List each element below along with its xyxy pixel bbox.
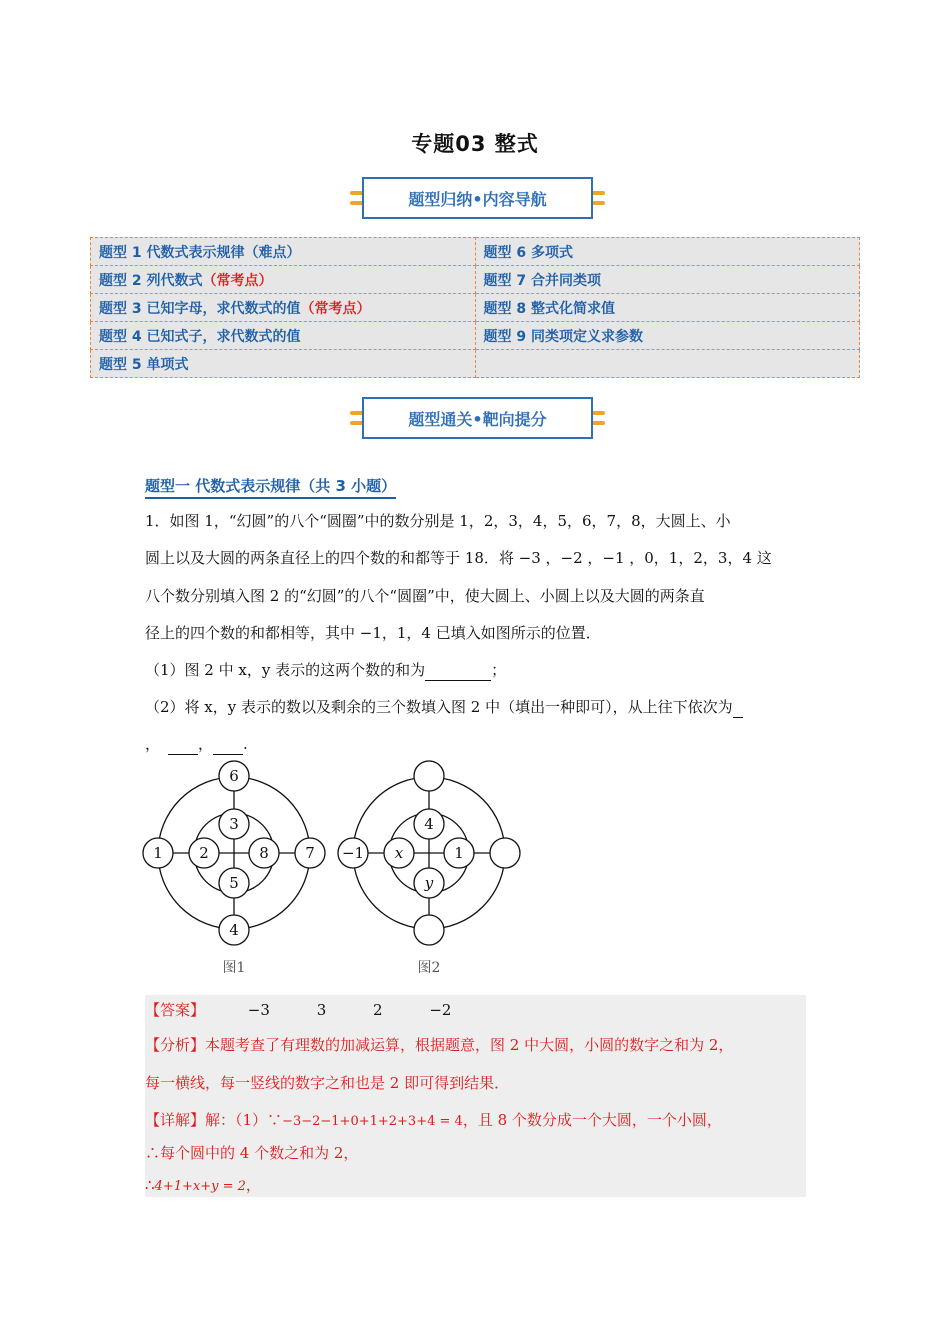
- node-label: y: [424, 874, 434, 892]
- node-label: 6: [229, 767, 239, 785]
- nav-row: [91, 294, 860, 322]
- node-label: 4: [229, 921, 239, 939]
- detail-line: ∴每个圆中的 4 个数之和为 2，: [145, 1144, 359, 1162]
- answer-blank[interactable]: [168, 734, 198, 755]
- answer-value: −2: [429, 1001, 452, 1019]
- page-title: 专题03 整式: [411, 132, 539, 156]
- answer-value: 3: [316, 1001, 327, 1019]
- nav-item[interactable]: 题型 1 代数式表示规律（难点）: [91, 238, 476, 266]
- answer-blank[interactable]: [733, 697, 743, 718]
- node-label: 1: [454, 844, 464, 862]
- figure-caption: 图2: [417, 960, 441, 976]
- nav-item[interactable]: 题型 9 同类项定义求参数: [475, 322, 860, 350]
- section-heading[interactable]: 题型一 代数式表示规律（共 3 小题）: [145, 475, 396, 499]
- nav-item[interactable]: 题型 3 已知字母，求代数式的值（常考点）: [91, 294, 476, 322]
- question-2-cont: ， ， .: [145, 735, 248, 753]
- node-label: 3: [229, 815, 239, 833]
- answer-value: −3: [247, 1001, 270, 1019]
- detail-line: 【详解】解：（1）∵−3−2−1+0+1+2+3+4 = 4，且 8 个数分成一个大圆，一个小圆，: [145, 1111, 722, 1129]
- nav-banner-label: 题型归纳•内容导航: [362, 177, 593, 219]
- problem-line: 八个数分别填入图 2 的“幻圆”的八个“圆圈”中，使大圆上、小圆上以及大圆的两条直: [145, 587, 705, 605]
- nav-item[interactable]: 题型 4 已知式子，求代数式的值: [91, 322, 476, 350]
- answer-blank[interactable]: [425, 660, 491, 681]
- solution-box: [145, 995, 806, 1197]
- practice-banner-label: 题型通关•靶向提分: [362, 397, 593, 439]
- nav-item[interactable]: 题型 5 单项式: [91, 350, 476, 378]
- answer-value: 2: [373, 1001, 383, 1019]
- node-label: 4: [424, 815, 434, 833]
- problem-line: 圆上以及大圆的两条直径上的四个数的和都等于 18．将 −3 ，−2 ，−1 ，0，1，2，3，4 这: [145, 549, 772, 567]
- node-label: 2: [199, 844, 209, 862]
- nav-row: [91, 238, 860, 266]
- nav-item[interactable]: 题型 6 多项式: [475, 238, 860, 266]
- analysis-line: 每一横线，每一竖线的数字之和也是 2 即可得到结果．: [145, 1074, 510, 1092]
- nav-row: [91, 322, 860, 350]
- problem-line: 径上的四个数的和都相等，其中 −1，1，4 已填入如图所示的位置．: [145, 624, 601, 642]
- nav-item-empty: [475, 350, 860, 378]
- question-2: （2）将 x，y 表示的数以及剩余的三个数填入图 2 中（填出一种即可），从上往下依次为: [145, 697, 743, 718]
- problem-line: 1．如图 1，“幻圆”的八个“圆圈”中的数分别是 1，2，3，4，5，6，7，8，大圆上、小: [145, 512, 731, 530]
- node-label: 7: [305, 844, 315, 862]
- figure-1: [143, 761, 325, 945]
- nav-item[interactable]: 题型 2 列代数式（常考点）: [91, 266, 476, 294]
- nav-item[interactable]: 题型 8 整式化简求值: [475, 294, 860, 322]
- node-label: x: [394, 844, 404, 862]
- node-label: 8: [259, 844, 269, 862]
- nav-item[interactable]: 题型 7 合并同类项: [475, 266, 860, 294]
- topic-nav-table: [90, 237, 860, 378]
- nav-row: [91, 266, 860, 294]
- analysis-line: 【分析】本题考查了有理数的加减运算，根据题意，图 2 中大圆，小圆的数字之和为 2，: [145, 1036, 734, 1054]
- figure-2: [338, 761, 520, 945]
- nav-row: [91, 350, 860, 378]
- detail-line: ∴4+1+x+y = 2，: [145, 1176, 261, 1194]
- practice-banner: [350, 397, 605, 439]
- node-label: −1: [341, 844, 365, 862]
- magic-circle-figures: [140, 758, 530, 978]
- node-label: 1: [153, 844, 163, 862]
- question-1: （1）图 2 中 x，y 表示的这两个数的和为 ；: [145, 661, 507, 679]
- figure-caption: 图1: [222, 960, 246, 976]
- node-label: 5: [229, 874, 239, 892]
- nav-banner: [350, 177, 605, 219]
- answer-blank[interactable]: [213, 734, 243, 755]
- answer-line: 【答案】 −3 3 2 −2: [145, 1001, 452, 1019]
